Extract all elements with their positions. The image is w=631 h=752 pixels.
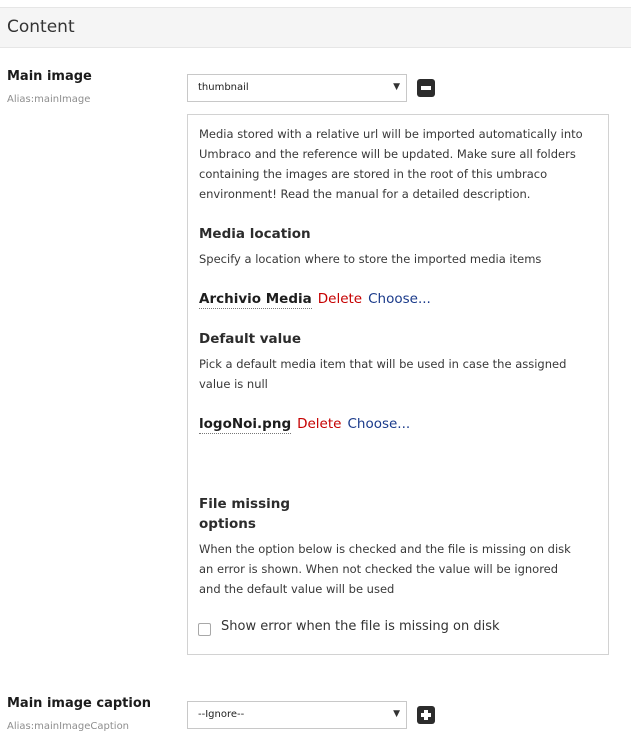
expand-button[interactable] <box>417 706 435 724</box>
default-value-picker <box>199 416 410 432</box>
default-value-description: Pick a default media item that will be used in case the assigned value is null <box>199 357 567 391</box>
default-value-choose-link[interactable]: Choose... <box>347 416 411 432</box>
default-value-delete-link[interactable]: Delete <box>297 416 342 432</box>
default-value-title: Default value <box>199 331 302 347</box>
media-location-delete-link[interactable]: Delete <box>317 291 363 307</box>
main-image-options-panel <box>187 114 609 655</box>
main-image-select-value: thumbnail <box>198 82 249 93</box>
chevron-down-icon: ▼ <box>393 82 400 92</box>
file-missing-title-line2: options <box>199 516 256 532</box>
main-image-caption-alias: Alias:mainImageCaption <box>7 721 130 732</box>
chevron-down-icon: ▼ <box>393 709 400 719</box>
relative-url-description: Media stored with a relative url will be imported automatically into Umbraco and the reference will be updated. Make sure all folders containing the images are stored in the root of this umbraco environment! Read the manual for a detailed description. <box>199 127 583 201</box>
main-image-caption-select[interactable] <box>187 701 407 729</box>
main-image-alias: Alias:mainImage <box>7 94 91 105</box>
main-image-caption-select-value: --Ignore-- <box>198 709 245 720</box>
file-missing-description: When the option below is checked and the file is missing on disk an error is shown. When not checked the value will be ignored and the default value will be used <box>199 542 571 596</box>
file-missing-title-line1: File missing <box>199 496 290 512</box>
main-image-caption-label: Main image caption <box>7 696 152 711</box>
default-value-value[interactable]: logoNoi.png <box>199 416 292 432</box>
media-location-picker <box>199 291 431 307</box>
section-title: Content <box>7 17 75 37</box>
collapse-button[interactable] <box>417 79 435 97</box>
minus-icon <box>421 86 431 90</box>
media-location-title: Media location <box>199 226 311 242</box>
main-image-select[interactable] <box>187 74 407 102</box>
section-header <box>0 7 631 48</box>
media-location-value[interactable]: Archivio Media <box>199 291 312 307</box>
show-error-checkbox[interactable] <box>198 623 211 636</box>
show-error-checkbox-label[interactable]: Show error when the file is missing on disk <box>221 619 500 634</box>
media-location-description: Specify a location where to store the imported media items <box>199 252 542 266</box>
media-location-choose-link[interactable]: Choose... <box>368 291 431 307</box>
main-image-label: Main image <box>7 69 92 84</box>
